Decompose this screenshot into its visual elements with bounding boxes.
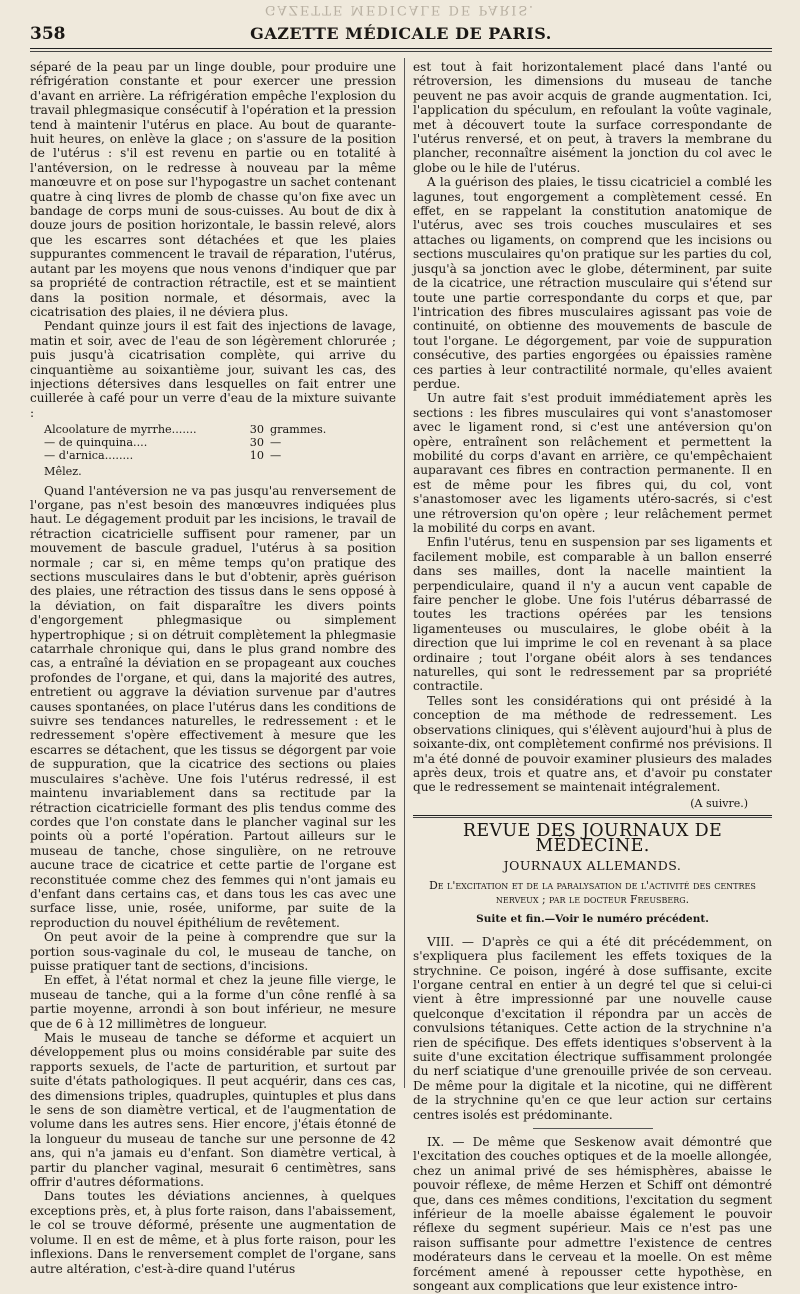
paragraph-separator: [533, 1128, 653, 1129]
bleed-through-header: GAZETTE MEDICALE DE PARIS.: [265, 2, 535, 17]
recipe-ingredient: Alcoolature de myrrhe.......: [44, 423, 197, 437]
paragraph: Enfin l'utérus, tenu en suspension par ses ligaments et facilement mobile, est comparable à un ballon enserré dans ses mailles, dont la nacelle maintient la perpendiculaire, quand il n'y a aucun vent capable de faire pencher le globe. Une fois l'utérus débarrassé de toutes les tractions opérées par les tensions ligamenteuses ou musculaires, le globe obéit à la direction que lui imprime le col en revenant à sa place ordinaire ; tout l'organe obéit alors à ses tendances naturelles, qui sont le redressement par sa propriété contractile.: [413, 535, 772, 694]
paragraph: IX. — De même que Seskenow avait démontré que l'excitation des couches optiques et de la moelle allongée, chez un animal privé de ses hémisphères, abaisse le pouvoir réflexe, de même Herzen et Schiff ont démontré que, dans ces mêmes conditions, l'excitation du segment inférieur de la moelle abaisse également le pouvoir réflexe du segment supérieur. Mais ce n'est pas une raison suffisante pour admettre l'existence de centres modérateurs dans le cerveau et la moelle. On est même forcément amené à repousser cette hypothèse, en songeant aux complications que leur existence intro-: [413, 1135, 772, 1294]
paragraph: Pendant quinze jours il est fait des injections de lavage, matin et soir, avec de l'eau de son légèrement chlorurée ; puis jusqu'à cicatrisation complète, qui arrive du cinquantième au soixantième jour, suivant les cas, des injections détersives dans lesquelles on fait entrer une cuillerée à café pour un verre d'eau de la mixture suivante :: [30, 319, 396, 420]
recipe-quantity: 30: [249, 423, 264, 437]
article-continuation-note: Suite et fin.—Voir le numéro précédent.: [476, 913, 709, 926]
recipe-row: [30, 423, 396, 436]
paragraph: En effet, à l'état normal et chez la jeune fille vierge, le museau de tanche, qui a la forme d'un cône renflé à sa partie moyenne, arrondi à son bout inférieur, ne mesure que de 6 à 12 millimètres de longueur.: [30, 973, 396, 1031]
section-title: REVUE DES JOURNAUX DE MÉDECINE.: [462, 821, 723, 856]
page-number: 358: [30, 24, 66, 44]
recipe-table: [30, 423, 396, 462]
paragraph: est tout à fait horizontalement placé dans l'anté ou rétroversion, les dimensions du museau de tanche peuvent ne pas avoir acquis de grande augmentation. Ici, l'application du spéculum, en refoulant la voûte vaginale, met à découvert toute la surface correspondante de l'utérus renversé, et on peut, à travers la membrane du plancher, reconnaître aisément la jonction du col avec le globe ou le hile de l'utérus.: [413, 60, 772, 175]
page-header: [30, 22, 772, 49]
continued-note: (A suivre.): [690, 796, 748, 810]
section-subheading: JOURNAUX ALLEMANDS.: [503, 857, 682, 873]
paragraph: Mais le museau de tanche se déforme et acquiert un développement plus ou moins considérable par suite des rapports sexuels, de l'acte de parturition, et surtout par suite d'états pathologiques. Il peut acquérir, dans ces cas, des dimensions triples, quadruples, quintuples et plus dans le sens de son diamètre vertical, et de l'augmentation de volume dans les autres sens. Hier encore, j'étais étonné de la longueur du museau de tanche sur une personne de 42 ans, qui n'a jamais eu d'enfant. Son diamètre vertical, à partir du plancher vaginal, mesurait 6 centimètres, sans offrir d'autres déformations.: [30, 1031, 396, 1190]
paragraph: Quand l'antéversion ne va pas jusqu'au renversement de l'organe, pas n'est besoin des manœuvres indiquées plus haut. Le dégagement produit par les incisions, le travail de rétraction cicatricielle suffisent pour ramener, par un mouvement de bascule graduel, l'utérus à sa position normale ; car si, en même temps qu'on pratique des sections musculaires dans le but d'obtenir, après guérison des plaies, une rétraction des tissus dans le sens opposé à la déviation, on fait disparaître les divers points d'engorgement phlegmasique ou simplement hypertrophique ; si on détruit complètement la phlegmasie catarrhale chronique qui, dans le plus grand nombre des cas, a entraîné la déviation en se propageant aux couches profondes de l'organe, et qui, dans la majorité des autres, entretient ou aggrave la déviation survenue par d'autres causes spontanées, on place l'utérus dans les conditions de suivre ses tendances naturelles, le redressement : et le redressement s'opère effectivement à mesure que les escarres se détachent, que les tissus se dégorgent par voie de suppuration, que la cicatrice des sections ou plaies musculaires s'achève. Une fois l'utérus redressé, il est maintenu invariablement dans sa rectitude par la rétraction cicatricielle formant des plis tendus comme des cordes que l'on constate dans le plancher vaginal sur les points où a porté l'opération. Partout ailleurs sur le museau de tanche, chose singulière, on ne retrouve aucune trace de cicatrice et cette partie de l'organe est reconstituée comme chez des femmes qui n'ont jamais eu d'enfant dans certains cas, et dans tous les cas avec une surface lisse, unie, rosée, uniforme, par suite de la reproduction du nouvel épithélium de revêtement.: [30, 483, 396, 930]
right-column: [413, 60, 772, 1294]
article-title: De l'excitation et de la paralysation de l'activité des centres nerveux ; par le docteur Freusberg.: [429, 879, 756, 907]
recipe-quantity: 10: [249, 449, 264, 463]
column-divider: [404, 58, 405, 1088]
recipe-quantity: 30: [249, 436, 264, 450]
recipe-instruction: Mêlez.: [44, 465, 82, 479]
recipe-row: [30, 449, 396, 462]
journal-title: GAZETTE MÉDICALE DE PARIS.: [250, 24, 552, 43]
paragraph: Telles sont les considérations qui ont présidé à la conception de ma méthode de redressement. Les observations cliniques, qui s'élèvent aujourd'hui à plus de soixante-dix, ont complètement confirmé nos prévisions. Il m'a été donné de pouvoir examiner plusieurs des malades après deux, trois et quatre ans, et d'avoir pu constater que le redressement se maintenait intégralement.: [413, 693, 772, 795]
paragraph: On peut avoir de la peine à comprendre que sur la portion sous-vaginale du col, le museau de tanche, on puisse pratiquer tant de sections, d'incisions.: [30, 930, 396, 973]
header-rule: [30, 51, 772, 52]
recipe-unit: —: [270, 436, 282, 450]
recipe-unit: —: [270, 449, 282, 463]
recipe-ingredient: — d'arnica........: [44, 449, 134, 463]
left-column: [30, 60, 396, 1276]
paragraph: Dans toutes les déviations anciennes, à quelques exceptions près, et, à plus forte raison, dans l'abaissement, le col se trouve déformé, présente une augmentation de volume. Il en est de même, et à plus forte raison, pour les inflexions. Dans le renversement complet de l'organe, sans autre altération, c'est-à-dire quand l'utérus: [30, 1189, 396, 1276]
section-rule-thin: [413, 817, 772, 818]
paragraph: séparé de la peau par un linge double, pour produire une réfrigération constante et pour exercer une pression d'avant en arrière. La réfrigération empêche l'explosion du travail phlegmasique consécutif à l'opération et la pression tend à maintenir l'utérus en place. Au bout de quarante-huit heures, on enlève la glace ; on s'assure de la position de l'utérus : s'il est revenu en partie ou en totalité à l'antéversion, on le redresse à nouveau par la même manœuvre et on pose sur l'hypogastre un sachet contenant quatre à cinq livres de plomb de chasse qu'on fixe avec un bandage de corps muni de sous-cuisses. Au bout de dix à douze jours de position horizontale, le bassin relevé, alors que les escarres sont détachées et que les plaies suppurantes commencent le travail de réparation, l'utérus, autant par les moyens que nous venons d'indiquer que par sa propriété de contraction rétractile, est et se maintient dans la position normale, et désormais, avec la cicatrisation des plaies, il ne déviera plus.: [30, 60, 396, 319]
paragraph: Un autre fait s'est produit immédiatement après les sections : les fibres musculaires qui vont s'anastomoser avec le ligament rond, si c'est une antéversion qu'on opère, entraînent son relâchement et permettent la mobilité du corps d'avant en arrière, ce qu'empêchaient auparavant ces fibres en contraction permanente. Il en est de même pour les fibres qui, du col, vont s'anastomoser avec les ligaments utéro-sacrés, si c'est une rétroversion qu'on opère ; leur relâchement permet la mobilité du corps en avant.: [413, 391, 772, 535]
paragraph: VIII. — D'après ce qui a été dit précédemment, on s'expliquera plus facilement les effets toxiques de la strychnine. Ce poison, ingéré à dose suffisante, excite l'organe central en entier à un degré tel que si celui-ci vient à être impressionné par une nouvelle cause quelconque d'excitation il répondra par un accès de convulsions tétaniques. Cette action de la strychnine n'a rien de spécifique. Des effets identiques s'observent à la suite d'une excitation électrique suffisamment prolongée du nerf sciatique d'une grenouille privée de son cerveau. De même pour la digitale et la nicotine, qui ne diffèrent de la strychnine qu'en ce que leur action sur certains centres isolés est prédominante.: [413, 934, 772, 1122]
paragraph: A la guérison des plaies, le tissu cicatriciel a comblé les lagunes, tout engorgement a complètement cessé. En effet, en se rappelant la constitution anatomique de l'utérus, avec ses trois couches musculaires et ses attaches ou ligaments, on comprend que les incisions ou sections musculaires qu'on pratique sur les parties du col, jusqu'à sa jonction avec le globe, déterminent, par suite de la cicatrice, une rétraction musculaire qui s'étend sur toute une partie correspondante du corps et que, par l'intrication des fibres musculaires agissant pas voie de continuité, on obtienne des mouvements de bascule de tout l'organe. Le dégorgement, par voie de suppuration consécutive, des parties engorgées ou épaissies ramène ces parties à leur contractilité normale, qu'elles avaient perdue.: [413, 175, 772, 391]
recipe-unit: grammes.: [270, 423, 327, 437]
recipe-row: [30, 436, 396, 449]
section-rule: [413, 815, 772, 816]
recipe-ingredient: — de quinquina....: [44, 436, 148, 450]
